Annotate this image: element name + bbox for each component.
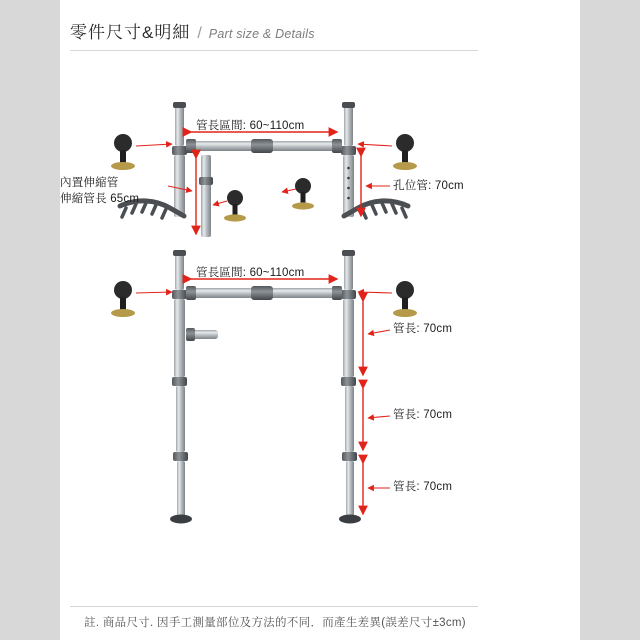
bottom-right-collar-2 — [341, 377, 356, 386]
bottom-right-cap — [342, 250, 355, 256]
inner-tube-collar — [199, 177, 213, 185]
label-tube-length-3: 管長: 70cm — [393, 481, 453, 493]
page-footer — [70, 606, 480, 630]
bottom-short-bar-joint — [186, 328, 195, 341]
bottom-right-top-post — [344, 254, 353, 290]
label-bottom-tube-range: 管長區間: 60~110cm — [196, 267, 305, 279]
knob-top-left — [111, 134, 135, 170]
right-top-post — [344, 106, 353, 146]
bottom-left-collar-1 — [172, 290, 187, 299]
label-tube-length-2: 管長: 70cm — [393, 409, 453, 421]
bottom-left-top-post — [175, 254, 184, 290]
top-bar-left-joint — [186, 139, 196, 153]
label-inner-tube-length: 伸縮管長 65cm — [60, 193, 140, 205]
header-divider — [70, 50, 478, 51]
bottom-left-cap — [173, 250, 186, 256]
left-top-cap — [173, 102, 186, 108]
inner-telescopic-tube — [201, 155, 211, 237]
bottom-right-seg-3 — [346, 461, 354, 516]
bottom-left-collar-2 — [172, 377, 187, 386]
bottom-right-seg-1 — [343, 299, 354, 377]
bottom-right-collar-3 — [342, 452, 357, 461]
leader-knob-top-left — [136, 144, 172, 146]
header-title-row — [70, 18, 480, 43]
footer-note: 註. 商品尺寸. 因手工測量部位及方法的不同．而產生差異(誤差尺寸±3cm) — [84, 617, 466, 629]
knob-mid-left — [224, 190, 246, 222]
diagram-svg — [60, 58, 580, 578]
label-top-tube-range: 管長區間: 60~110cm — [196, 120, 305, 132]
bottom-bar-right-joint — [332, 286, 342, 300]
knob-bottom-left — [111, 281, 135, 317]
knob-top-right — [393, 134, 417, 170]
knob-bottom-right — [393, 281, 417, 317]
page-header — [70, 18, 480, 51]
page-canvas — [60, 0, 580, 640]
bottom-bar-center-joint — [251, 286, 273, 300]
top-bar-center-joint — [251, 139, 273, 153]
title-separator: / — [197, 25, 202, 42]
bottom-right-foot — [339, 515, 361, 524]
leader-segment-1 — [368, 330, 390, 334]
leader-segment-2 — [368, 416, 390, 418]
label-inner-tube-title: 內置伸縮管 — [60, 177, 119, 189]
page-title: 零件尺寸&明細 — [70, 23, 191, 42]
bottom-bar-left-joint — [186, 286, 196, 300]
left-mid-post — [174, 155, 185, 217]
bottom-left-collar-3 — [173, 452, 188, 461]
product-diagram — [60, 58, 580, 578]
leader-knob-bottom-left — [136, 292, 172, 293]
leader-knob-mid-left — [213, 201, 227, 205]
leader-knob-mid-right — [282, 189, 296, 192]
right-hole-post — [343, 155, 354, 217]
leader-knob-top-right — [358, 144, 392, 146]
bottom-right-collar-1 — [341, 290, 356, 299]
bottom-left-seg-1 — [174, 299, 185, 377]
label-tube-length-1: 管長: 70cm — [393, 323, 453, 335]
bottom-right-seg-2 — [345, 386, 354, 452]
bottom-assembly — [111, 250, 417, 524]
left-top-collar — [172, 146, 187, 155]
leader-knob-bottom-right — [358, 292, 392, 293]
bottom-left-foot — [170, 515, 192, 524]
left-top-post — [175, 106, 184, 146]
right-top-collar — [341, 146, 356, 155]
footer-divider — [70, 606, 478, 607]
knob-mid-right — [292, 178, 314, 210]
right-top-cap — [342, 102, 355, 108]
page-subtitle: Part size & Details — [208, 27, 315, 41]
top-bar-right-joint — [332, 139, 342, 153]
bottom-left-seg-3 — [177, 461, 185, 516]
label-hole-tube: 孔位管: 70cm — [393, 180, 464, 192]
bottom-left-seg-2 — [176, 386, 185, 452]
